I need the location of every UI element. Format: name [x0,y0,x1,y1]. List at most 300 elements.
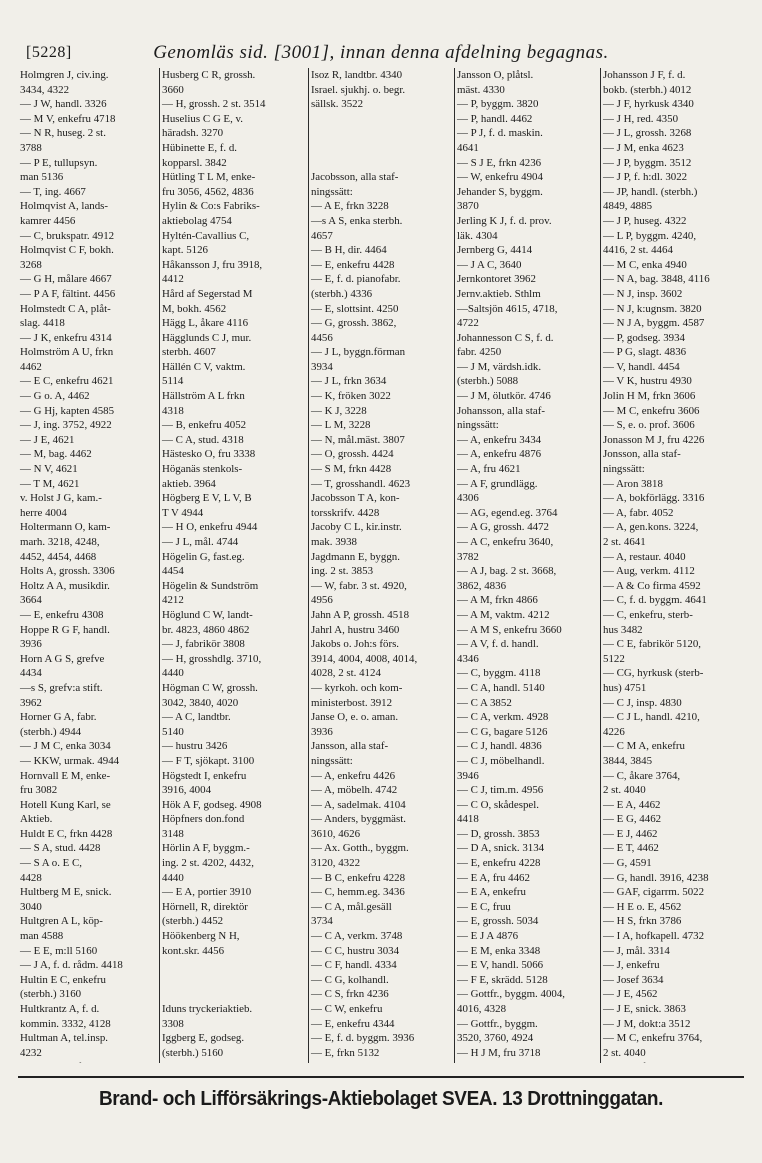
directory-entry: — G H, målare 4667 [20,273,112,286]
directory-entry: Hylin & Co:s Fabriks- [162,200,260,213]
directory-entry: — C O, skådespel. [457,798,539,811]
directory-entry: ing. 2 st. 4202, 4432, [162,857,254,870]
directory-entry: — N J, insp. 3602 [603,287,683,300]
directory-entry: — A V, f. d. handl. [457,638,539,651]
directory-entry: — C F, handl. 4334 [311,959,397,972]
directory-entry: — A J, bag. 2 st. 3668, [457,565,557,578]
directory-entry [18,1060,158,1063]
directory-entry: Jolin H M, frkn 3606 [603,390,696,403]
directory-entry: — G Hj, kapten 4585 [20,404,115,417]
directory-entry: — C E, fabrikör 5120, [603,638,701,651]
directory-entry: häradsh. 3270 [162,127,224,140]
directory-entry: Jacobsson, alla staf- [311,171,399,184]
directory-entry: (sterbh.) 5160 [162,1046,224,1059]
directory-entry: — A, möbelh. 4742 [311,784,398,797]
directory-entry: ningssätt: [311,754,353,767]
directory-entry: — E C, fruu [457,900,511,913]
directory-entry: — J M, enka 4623 [603,141,684,154]
directory-entry: — C, hemm.eg. 3436 [311,886,405,899]
directory-entry: — kyrkoh. och kom- [311,681,403,694]
directory-entry: Högstedt I, enkefru [162,769,247,782]
directory-entry: v. Holst J G, kam.- [20,492,102,505]
directory-entry: 3308 [162,1017,184,1030]
directory-entry: 3936 [20,638,42,651]
directory-entry: — O, grossh. 4424 [311,448,394,461]
directory-entry: 3788 [20,141,42,154]
directory-entry: 5140 [162,725,184,738]
directory-entry: 4016, 4328 [457,1003,507,1015]
directory-entry: kommin. 3332, 4128 [20,1017,111,1030]
column-2 [159,68,308,1063]
directory-entry: — C, enkefru, sterb- [603,608,693,621]
directory-entry: Holtermann O, kam- [20,521,111,534]
directory-entry: — hustru 3426 [162,740,228,753]
directory-entry: — S A o. E C, [20,857,83,870]
directory-entry: Hübinette E, f. d. [162,141,238,154]
directory-entry: (sterbh.) 3160 [20,988,82,1001]
directory-entry: — W, enkefru 4904 [457,171,543,184]
directory-entry: 4462 [20,360,42,373]
directory-entry: — E, slottsint. 4250 [311,302,399,315]
directory-entry: Johansson J F, f. d. [603,69,686,81]
directory-entry: Jagdmann E, byggn. [311,550,400,563]
directory-entry: Jernberg G, 4414 [457,244,533,257]
directory-entry: 3042, 3840, 4020 [162,696,239,709]
directory-entry: 2 st. 4040 [603,784,646,797]
directory-entry: Holmström A U, frkn [20,346,114,359]
directory-entry: — J, mål. 3314 [603,944,670,957]
directory-entry: — A F, grundlägg. [457,477,538,490]
directory-entry: Hultberg M E, snick. [20,886,112,899]
directory-entry: Håkansson J, fru 3918, [162,258,263,271]
directory-entry: Hörlin A F, byggm.- [162,842,250,855]
directory-entry: 3664 [20,594,42,607]
directory-entry: Isoz R, landtbr. 4340 [311,69,403,81]
directory-page [18,38,744,1123]
directory-entry: M, bokh. 4562 [162,302,227,315]
directory-entry: läk. 4304 [457,229,498,242]
directory-entry: 3610, 4626 [311,827,361,840]
directory-entry: Horner G A, fabr. [20,711,97,724]
directory-entry: fabr. 4250 [457,346,502,359]
directory-entry: T V 4944 [162,506,204,519]
directory-entry: — E, f. d. byggm. 3936 [311,1032,415,1045]
directory-entry [309,126,454,141]
directory-entry: ningssätt: [311,185,353,198]
directory-entry: 4956 [311,594,333,607]
directory-entry: 4440 [162,871,184,884]
directory-entry: 3268 [20,258,42,271]
directory-entry: Holmstedt C A, plåt- [20,302,111,315]
directory-entry: Jernv.aktieb. Sthlm [457,287,541,300]
directory-entry: Hultin E C, enkefru [20,973,106,986]
advertisement-text: Brand- och Lifförsäkrings-Aktiebolaget SVEA. 13 Drottninggatan. [98,1088,664,1110]
directory-entry: — G, grossh. 3862, [311,317,397,330]
directory-entry: —s S, grefv:a stift. [20,681,103,694]
directory-entry: Höökenberg N H, [162,930,240,943]
directory-entry: 2 st. 4641 [603,536,646,548]
directory-entry: — C J, handl. 4836 [457,740,542,753]
directory-entry: 3934 [311,360,333,373]
directory-entry: — GAF, cigarrm. 5022 [603,886,705,899]
directory-entry: — C M A, enkefru [603,740,685,753]
directory-entry: — A M, frkn 4866 [457,594,538,607]
directory-entry: 4226 [603,725,625,738]
directory-entry: Hütling T L M, enke- [162,171,256,184]
directory-entry: — J H, red. 4350 [603,112,679,125]
directory-entry: 3148 [162,827,184,840]
directory-entry: — J W, handl. 3326 [20,98,107,111]
directory-entry: — C, byggm. 4118 [457,667,541,680]
directory-entry: — T, grosshandl. 4623 [311,477,411,490]
column-4 [454,68,600,1063]
directory-entry: — C A 3852 [457,696,512,709]
directory-entry: Höganäs stenkols- [162,463,243,476]
directory-entry: bokb. (sterbh.) 4012 [603,83,692,96]
directory-entry: — C A, verkm. 3748 [311,930,403,943]
directory-entry: ing. 2 st. 3853 [311,565,374,578]
directory-entry: ningssätt: [603,463,645,476]
directory-entry: 4212 [162,594,184,607]
directory-entry: Högberg E V, L V, B [162,492,252,505]
directory-entry: — J F, hyrkusk 4340 [603,98,694,111]
directory-entry: — C G, kolhandl. [311,973,389,986]
directory-entry: — A, gen.kons. 3224, [603,521,699,534]
directory-entry: — W, fabr. 3 st. 4920, [311,579,407,592]
directory-entry: Holmqvist C F, bokh. [20,244,114,257]
directory-entry: — B C, enkefru 4228 [311,871,406,884]
directory-entry: — I A, hofkapell. 4732 [603,930,705,943]
directory-entry: — H E o. E, 4562 [603,900,682,913]
directory-entry: aktieb. 3964 [162,477,216,490]
directory-entry: — N J A, byggm. 4587 [603,317,705,330]
directory-entry: — A, sadelmak. 4104 [311,798,406,811]
directory-entry: aktiebolag 4754 [162,214,232,227]
directory-entry: — A C, landtbr. [162,711,231,724]
directory-entry: — S A, stud. 4428 [20,842,101,855]
directory-entry: Jehander S, byggm. [457,185,543,198]
directory-entry: — E A, 4462 [603,798,661,811]
directory-entry: 4434 [20,667,42,680]
directory-entry: Högman C W, grossh. [162,681,258,694]
directory-entry: Hyltén-Cavallius C, [162,229,250,242]
directory-entry: Hök A F, godseg. 4908 [162,798,262,811]
directory-entry: — J, enkefru [603,959,660,972]
directory-entry: Hörnell, R, direktör [162,900,248,913]
directory-entry: herre 4004 [20,506,67,519]
directory-entry: — A, enkefru 4426 [311,769,396,782]
page-header [18,38,744,66]
directory-entry: — T M, 4621 [20,477,80,490]
directory-entry: — E, f. d. pianofabr. [311,273,401,286]
directory-entry [160,1060,308,1063]
directory-entry: — N J, k:ugnsm. 3820 [603,302,702,315]
directory-entry: — J L, byggn.förman [311,346,406,359]
directory-entry: — L P, byggm. 4240, [603,229,697,242]
page-number: [5228] [26,44,72,61]
directory-entry: — A, restaur. 4040 [603,550,686,563]
directory-entry: — A G, grossh. 4472 [457,521,549,534]
directory-entry [160,987,308,1002]
directory-entry: — Josef 3634 [603,973,664,986]
directory-entry: Höglund C W, landt- [162,608,253,621]
directory-entry: Israel. sjukhj. o. begr. [311,83,406,96]
directory-entry: Högelin & Sundström [162,579,259,592]
directory-entry: — M, bag. 4462 [20,448,92,461]
directory-entry: hus) 4751 [603,681,647,694]
directory-entry: — M C, enka 4940 [603,258,687,271]
directory-entry: — F T, sjökapt. 3100 [162,754,255,767]
directory-entry: mak. 3938 [311,536,357,548]
directory-entry: — C A, stud. 4318 [162,433,244,446]
directory-entry: — J, fabrikör 3808 [162,638,245,651]
directory-entry: 3914, 4004, 4008, 4014, [311,652,418,665]
directory-entry: — P E, tullupsyn. [20,156,98,169]
directory-entry: (sterbh.) 4944 [20,725,82,738]
directory-entry: — A, fru 4621 [457,463,521,476]
directory-columns [18,68,744,1068]
directory-entry: — J L, grossh. 3268 [603,127,692,140]
directory-entry: — E, enkefru 4308 [20,608,104,621]
directory-entry: — E A, enkefru [457,886,526,899]
directory-entry: — E, enkefru 4228 [457,857,541,870]
directory-entry: — Ax. Gotth., byggm. [311,842,409,855]
directory-entry: Hällström A L frkn [162,390,245,403]
directory-entry: — E E, m:ll 5160 [20,944,98,957]
directory-entry: 4657 [311,229,333,242]
directory-entry: — J K, enkefru 4314 [20,331,112,344]
directory-entry: — J E, snick. 3863 [603,1003,686,1015]
directory-entry: — E J, 4462 [603,827,658,840]
directory-entry: — P, godseg. 3934 [603,331,685,344]
directory-entry: Johannesson C S, f. d. [457,331,554,344]
directory-entry: — J M C, enka 3034 [20,740,111,753]
directory-entry: 3520, 3760, 4924 [457,1032,534,1045]
directory-entry: — H J M, fru 3718 [457,1046,541,1059]
directory-entry: — E V, handl. 5066 [457,959,544,972]
directory-entry: fru 3056, 4562, 4836 [162,185,254,198]
directory-entry: (sterbh.) 5088 [457,375,519,388]
directory-entry: — M C, enkefru 3606 [603,404,700,417]
directory-entry: 3844, 3845 [603,754,653,767]
directory-entry: Holts A, grossh. 3306 [20,565,115,578]
directory-entry: — J P, byggm. 3512 [603,156,692,169]
directory-entry: — H S, frkn 3786 [603,915,682,928]
directory-entry: — Anders, byggmäst. [311,813,406,826]
directory-entry: — D A, snick. 3134 [457,842,545,855]
directory-entry [309,112,454,127]
directory-entry: Horn A G S, grefve [20,652,105,665]
directory-entry: — A, enkefru 3434 [457,433,542,446]
directory-entry: 3734 [311,915,333,928]
directory-entry: Jahn A P, grossh. 4518 [311,608,410,621]
directory-entry [601,1060,744,1063]
directory-entry: — A, enkefru 4876 [457,448,542,461]
column-5 [600,68,744,1063]
directory-entry: Huselius C G E, v. [162,112,243,125]
directory-entry: Hoppe R G F, handl. [20,623,110,636]
directory-entry: Jonasson M J, fru 4226 [603,433,705,446]
directory-entry: sterbh. 4607 [162,346,216,359]
directory-entry [455,1060,600,1063]
directory-entry: Husberg C R, grossh. [162,69,256,81]
directory-entry: 4412 [162,273,184,286]
directory-entry: man 5136 [20,171,64,184]
directory-entry: 3782 [457,550,479,563]
directory-entry: — G o. A, 4462 [20,390,90,403]
directory-entry: — E, enkefru 4428 [311,258,395,271]
directory-entry: — C A, verkm. 4928 [457,711,549,724]
directory-entry: — B H, dir. 4464 [311,244,387,257]
directory-entry: — S M, frkn 4428 [311,463,392,476]
directory-entry: 4722 [457,317,479,330]
directory-entry: 3946 [457,769,479,782]
directory-entry: kamrer 4456 [20,214,76,227]
directory-entry: — B, enkefru 4052 [162,419,247,432]
directory-entry: ministerbost. 3912 [311,696,393,709]
directory-entry [160,973,308,988]
directory-entry: — F E, skrädd. 5128 [457,973,548,986]
directory-entry: 4454 [162,565,184,578]
column-1 [18,68,158,1063]
directory-entry: fru 3082 [20,784,58,797]
directory-entry: 4440 [162,667,184,680]
directory-entry: — A M, vaktm. 4212 [457,608,550,621]
directory-entry [309,141,454,156]
column-3 [308,68,454,1063]
directory-entry: — J L, mål. 4744 [162,536,239,548]
directory-entry: — J E, 4621 [20,433,75,446]
directory-entry: — J L, frkn 3634 [311,375,387,388]
directory-entry: — A, bokförlägg. 3316 [603,492,705,505]
directory-entry: — J P, f. h:dl. 3022 [603,171,688,184]
directory-entry: — M C, enkefru 3764, [603,1032,703,1045]
directory-entry: — E A, fru 4462 [457,871,530,884]
directory-entry: — C G, bagare 5126 [457,725,548,738]
directory-entry: Jernkontoret 3962 [457,273,536,286]
directory-entry: — A & Co firma 4592 [603,579,701,592]
directory-entry: — P J, f. d. maskin. [457,127,543,140]
directory-entry: — E A, portier 3910 [162,886,252,899]
directory-entry: — H, grosshdlg. 3710, [162,652,262,665]
directory-entry: — Aug, verkm. 4112 [603,565,695,578]
directory-entry: — J M, värdsh.idk. [457,360,542,373]
directory-entry: sällsk. 3522 [311,98,364,111]
directory-entry: Höpfners don.fond [162,813,245,826]
directory-entry: — C S, frkn 4236 [311,988,389,1001]
directory-entry: — K, fröken 3022 [311,390,391,403]
directory-entry: Jerling K J, f. d. prov. [457,214,552,227]
directory-entry: 4306 [457,492,479,505]
directory-entry: Holtz A A, musikdir. [20,579,110,592]
directory-entry: Johansson, alla staf- [457,404,546,417]
directory-entry: — S J E, frkn 4236 [457,156,542,169]
directory-entry: Holmqvist A, lands- [20,200,109,213]
directory-entry: mäst. 4330 [457,83,505,96]
directory-entry: Hård af Segerstad M [162,287,253,300]
directory-entry: kopparsl. 3842 [162,156,227,169]
directory-entry: — G, handl. 3916, 4238 [603,871,709,884]
directory-entry: — KKW, urmak. 4944 [20,754,120,767]
directory-entry: —s A S, enka sterbh. [311,214,403,227]
directory-entry: — CG, hyrkusk (sterb- [603,667,704,680]
directory-entry: — C, brukspatr. 4912 [20,229,115,242]
directory-entry: — E J A 4876 [457,930,519,943]
directory-entry: br. 4823, 4860 4862 [162,623,250,636]
directory-entry: Jansson O, plåtsl. [457,69,534,81]
directory-entry: Hultkrantz A, f. d. [20,1003,100,1015]
directory-entry: 4418 [457,813,479,826]
directory-entry: — V K, hustru 4930 [603,375,692,388]
directory-entry: — H, grossh. 2 st. 3514 [162,98,266,111]
directory-entry: 4232 [20,1046,42,1059]
directory-entry: — P A F, fältint. 4456 [20,287,116,300]
directory-entry: — A E, frkn 3228 [311,200,389,213]
directory-entry: — P G, slagt. 4836 [603,346,687,359]
directory-entry: 4456 [311,331,333,344]
directory-entry: 4416, 2 st. 4464 [603,244,673,257]
directory-entry: 3434, 4322 [20,83,70,96]
directory-entry: Hällén C V, vaktm. [162,360,246,373]
directory-entry: hus 3482 [603,623,643,636]
directory-entry [160,958,308,973]
directory-entry: Iggberg E, godseg. [162,1032,245,1045]
directory-entry: — J M, dokt:a 3512 [603,1017,691,1030]
directory-entry: — P, byggm. 3820 [457,98,539,111]
directory-entry: — Aron 3818 [603,477,663,490]
directory-entry: — Gottfr., byggm. [457,1017,538,1030]
directory-entry: — E, grossh. 5034 [457,915,539,928]
directory-entry: 4641 [457,141,479,154]
directory-entry: (sterbh.) 4452 [162,915,224,928]
directory-entry: Högelin G, fast.eg. [162,550,245,563]
directory-entry: 3040 [20,900,42,913]
directory-entry: kont.skr. 4456 [162,944,225,957]
directory-entry: Jacoby C L, kir.instr. [311,521,402,534]
directory-entry: Jakobs o. Joh:s förs. [311,638,400,651]
directory-entry: — J, ing. 3752, 4922 [20,419,112,432]
directory-entry: — V, handl. 4454 [603,360,680,373]
directory-entry: Hästesko O, fru 3338 [162,448,256,461]
directory-entry: Jacobsson T A, kon- [311,492,400,505]
directory-entry: — N A, bag. 3848, 4116 [603,273,710,286]
directory-entry: 2 st. 4040 [603,1046,646,1059]
directory-entry: — C W, enkefru [311,1003,383,1015]
directory-entry: — D, grossh. 3853 [457,827,540,840]
directory-entry: — G, 4591 [603,857,652,870]
page-title: Genomläs sid. [3001], innan denna afdelning begagnas. [153,42,609,63]
directory-entry: — JP, handl. (sterbh.) [603,185,698,198]
directory-entry: torsskrifv. 4428 [311,506,380,519]
directory-entry: — E M, enka 3348 [457,944,541,957]
directory-entry: Jonsson, alla staf- [603,448,681,461]
directory-entry: — T, ing. 4667 [20,185,86,198]
directory-entry: slag. 4418 [20,317,65,330]
directory-entry: 5122 [603,652,625,665]
advertisement-banner [18,1076,744,1124]
directory-entry [309,156,454,171]
directory-entry: 3870 [457,200,479,213]
directory-entry: — M V, enkefru 4718 [20,112,116,125]
directory-entry: 4346 [457,652,479,665]
directory-entry: — E, frkn 5132 [311,1046,380,1059]
directory-entry: —Saltsjön 4615, 4718, [457,302,558,315]
directory-entry: — C, f. d. byggm. 4641 [603,594,707,607]
directory-entry: Hultman A, tel.insp. [20,1032,109,1045]
directory-entry: — E G, 4462 [603,813,662,826]
directory-entry: 3862, 4836 [457,579,507,592]
directory-entry: 4028, 2 st. 4124 [311,667,381,680]
